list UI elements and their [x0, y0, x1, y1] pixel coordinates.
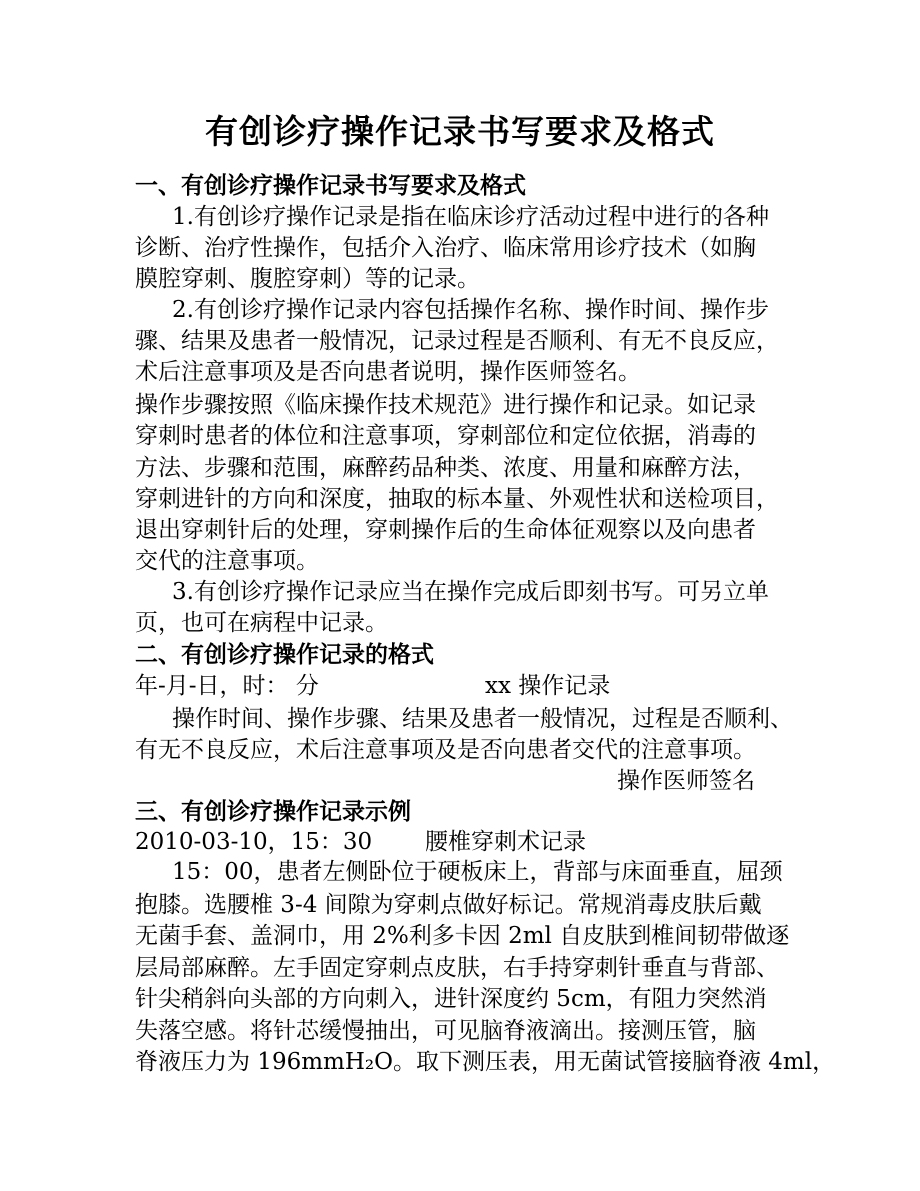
paragraph-line: 骤、结果及患者一般情况，记录过程是否顺利、有无不良反应，	[135, 328, 779, 354]
section-heading-1: 一、有创诊疗操作记录书写要求及格式	[135, 173, 526, 199]
section-heading-2: 二、有创诊疗操作记录的格式	[135, 642, 434, 668]
paragraph-line: 3.有创诊疗操作记录应当在操作完成后即刻书写。可另立单	[172, 579, 769, 605]
paragraph-line: 针尖稍斜向头部的方向刺入，进针深度约 5cm，有阻力突然消	[135, 986, 767, 1012]
record-datetime: 2010-03-10，15：30	[135, 829, 373, 855]
paragraph-line: 方法、步骤和范围，麻醉药品种类、浓度、用量和麻醉方法，	[135, 455, 756, 481]
paragraph-line: 页，也可在病程中记录。	[135, 610, 388, 636]
paragraph-line: 15：00，患者左侧卧位于硬板床上，背部与床面垂直，屈颈	[172, 859, 783, 885]
paragraph-line: 有无不良反应，术后注意事项及是否向患者交代的注意事项。	[135, 737, 756, 763]
paragraph-line: 穿刺进针的方向和深度，抽取的标本量、外观性状和送检项目，	[135, 486, 779, 512]
paragraph-line: 无菌手套、盖洞巾，用 2%利多卡因 2ml 自皮肤到椎间韧带做逐	[135, 923, 790, 949]
paragraph-line: 膜腔穿刺、腹腔穿刺）等的记录。	[135, 266, 480, 292]
paragraph-line: 操作时间、操作步骤、结果及患者一般情况，过程是否顺利、	[172, 706, 793, 732]
paragraph-line: 脊液压力为 196mmH₂O。取下测压表，用无菌试管接脑脊液 4ml，	[135, 1049, 836, 1075]
record-title: 腰椎穿刺术记录	[425, 829, 586, 855]
section-heading-3: 三、有创诊疗操作记录示例	[135, 799, 411, 825]
document-title: 有创诊疗操作记录书写要求及格式	[205, 112, 715, 151]
paragraph-line: 退出穿刺针后的处理，穿刺操作后的生命体征观察以及向患者	[135, 517, 756, 543]
paragraph-line: 交代的注意事项。	[135, 548, 319, 574]
paragraph-line: 层局部麻醉。左手固定穿刺点皮肤，右手持穿刺针垂直与背部、	[135, 955, 779, 981]
paragraph-line: 术后注意事项及是否向患者说明，操作医师签名。	[135, 359, 641, 385]
paragraph-line: 1.有创诊疗操作记录是指在临床诊疗活动过程中进行的各种	[172, 204, 769, 230]
paragraph-line: 操作步骤按照《临床操作技术规范》进行操作和记录。如记录	[135, 392, 756, 418]
signature-label: 操作医师签名	[617, 768, 755, 794]
record-title: xx 操作记录	[485, 673, 611, 699]
paragraph-line: 穿刺时患者的体位和注意事项，穿刺部位和定位依据，消毒的	[135, 423, 756, 449]
paragraph-line: 2.有创诊疗操作记录内容包括操作名称、操作时间、操作步	[172, 297, 769, 323]
record-datetime: 年-月-日，时： 分	[135, 673, 319, 699]
paragraph-line: 抱膝。选腰椎 3-4 间隙为穿刺点做好标记。常规消毒皮肤后戴	[135, 892, 762, 918]
paragraph-line: 诊断、治疗性操作，包括介入治疗、临床常用诊疗技术（如胸	[135, 235, 756, 261]
paragraph-line: 失落空感。将针芯缓慢抽出，可见脑脊液滴出。接测压管，脑	[135, 1018, 756, 1044]
